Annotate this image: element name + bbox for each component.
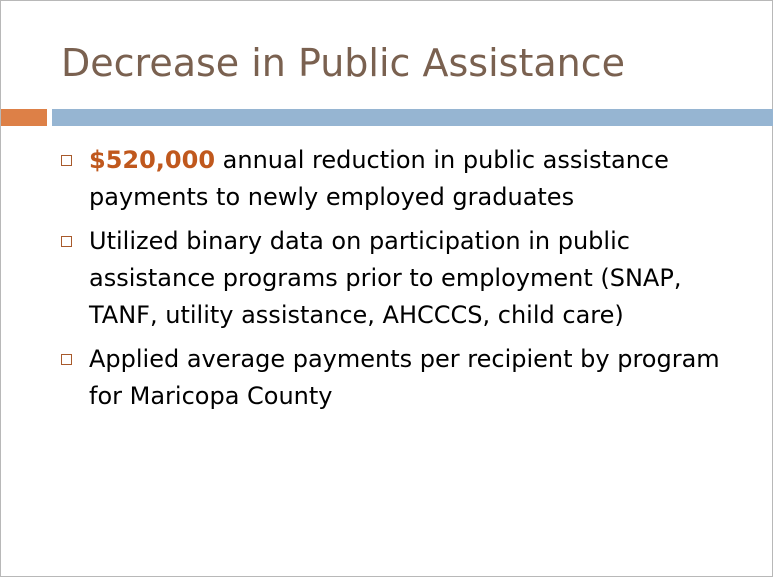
bullet-item-savings — [61, 142, 751, 216]
bullet-item-method — [61, 341, 751, 415]
savings-amount: $520,000 — [89, 146, 216, 174]
square-bullet-icon — [61, 354, 72, 365]
square-bullet-icon — [61, 155, 72, 166]
square-bullet-icon — [61, 236, 72, 247]
slide-title: Decrease in Public Assistance — [61, 41, 625, 85]
bullet-item-data — [61, 223, 751, 334]
bullet-text: Applied average payments per recipient by program for Maricopa County — [89, 345, 720, 410]
accent-bar-blue — [52, 109, 773, 126]
bullet-text: annual reduction in public assistance payments to newly employed graduates — [89, 146, 669, 211]
bullet-list — [61, 142, 751, 422]
bullet-text: Utilized binary data on participation in public assistance programs prior to employment (SNAP, TANF, utility assistance, AHCCCS, child care) — [89, 227, 682, 329]
accent-bar-orange — [1, 109, 47, 126]
